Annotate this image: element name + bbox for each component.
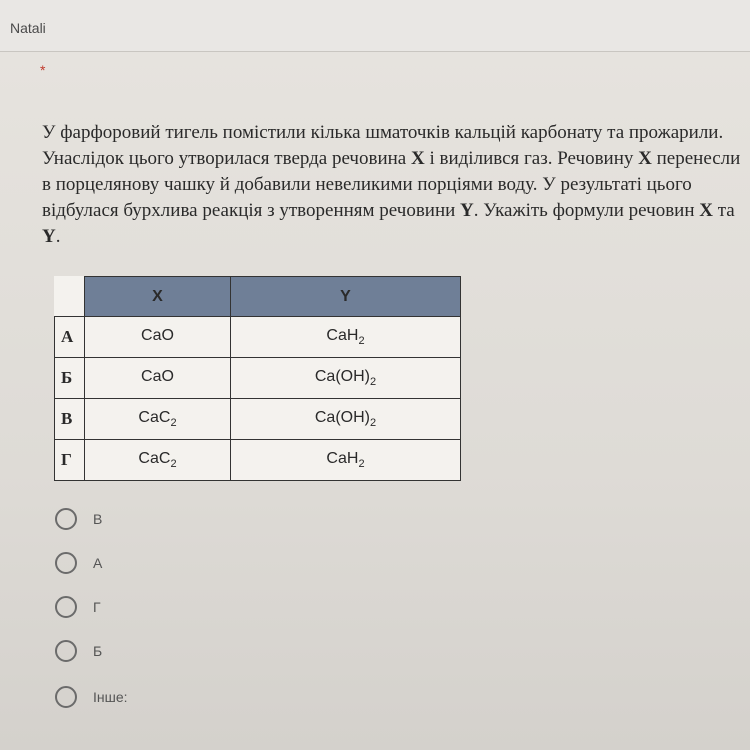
column-header-x: X [85,277,231,317]
cell-x: CaO [85,358,231,399]
table-row [55,358,461,399]
option-label: В [93,511,103,527]
question-text: У фарфоровий тигель помістили кілька шматочків кальцій карбонату та прожарили. Унаслідок цього утворилася тверда речовина X і виділився газ. Речовину X перенесли в порцелянову чашку й добавили невеликими порціями воду. У результаті цього відбулася бурхлива реакція з утворенням речовини Y. Укажіть формули речовин X та Y. [42,122,741,247]
radio-button[interactable] [55,686,77,708]
user-name: Natali [10,20,46,36]
radio-button[interactable] [55,552,77,574]
cell-x: CaC$_2$ [85,440,231,481]
row-label: А [55,317,85,358]
radio-button[interactable] [55,596,77,618]
option-other[interactable] [55,683,128,711]
cell-y: $Ca(OH)_2$ [231,399,461,440]
option-v[interactable] [55,505,102,533]
cell-x: CaC$_2$ [85,399,231,440]
top-bar [0,0,750,52]
row-label: Г [55,440,85,481]
row-label: Б [55,358,85,399]
table-row [55,317,461,358]
row-label: В [55,399,85,440]
answer-table [54,276,461,481]
option-h[interactable] [55,593,101,621]
option-a[interactable] [55,549,102,577]
option-label: Інше: [93,689,128,705]
cell-y: CaH$_2$ [231,440,461,481]
option-label: А [93,555,103,571]
table-row [55,399,461,440]
column-header-y: Y [231,277,461,317]
table-row [55,440,461,481]
option-label: Б [93,643,103,659]
radio-button[interactable] [55,508,77,530]
table-corner-cell [55,277,85,317]
table-header-row [55,277,461,317]
radio-button[interactable] [55,640,77,662]
option-label: Г [93,599,101,615]
option-b[interactable] [55,637,102,665]
cell-y: CaH$_2$ [231,317,461,358]
required-marker: * [40,62,46,78]
cell-x: CaO [85,317,231,358]
cell-y: $Ca(OH)_2$ [231,358,461,399]
